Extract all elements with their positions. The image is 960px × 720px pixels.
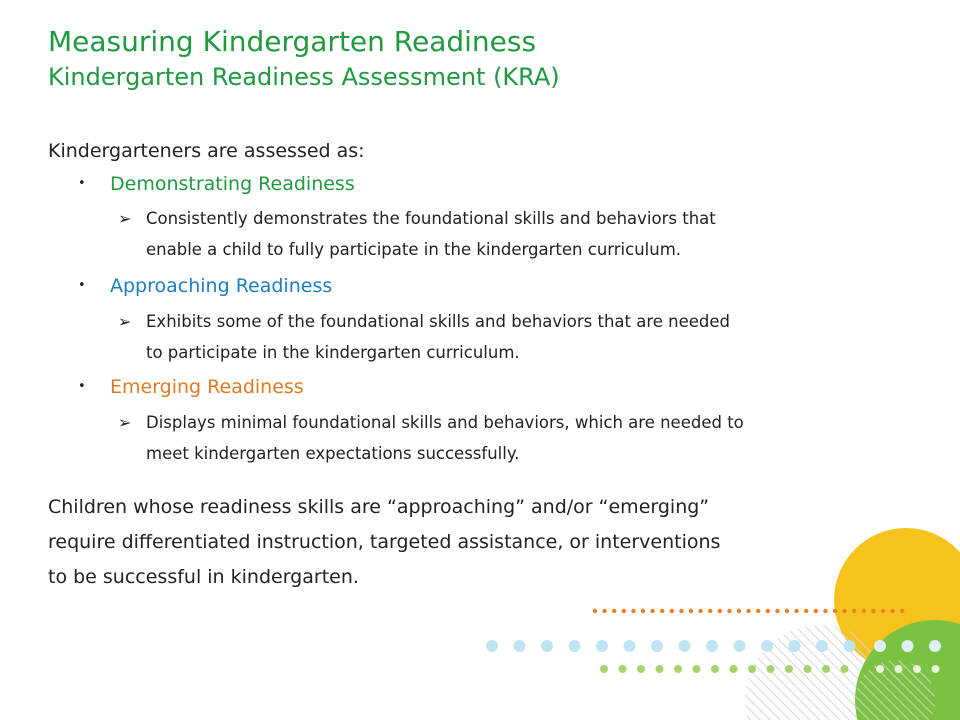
orange-dot xyxy=(593,609,597,613)
category-demonstrating: Demonstrating Readiness xyxy=(110,173,355,195)
orange-dot xyxy=(727,609,731,613)
orange-dot xyxy=(660,609,664,613)
green-dot xyxy=(711,665,719,673)
blue-dot xyxy=(844,640,856,652)
orange-dot xyxy=(823,609,827,613)
blue-dot xyxy=(651,640,663,652)
orange-dot xyxy=(698,609,702,613)
orange-dot xyxy=(814,609,818,613)
green-dot xyxy=(656,665,664,673)
blue-dot xyxy=(514,640,526,652)
green-dot xyxy=(693,665,701,673)
description-line: meet kindergarten expectations successfully. xyxy=(146,444,520,463)
orange-dot xyxy=(631,609,635,613)
slide-title: Measuring Kindergarten Readiness xyxy=(48,25,537,58)
green-dot xyxy=(785,665,793,673)
intro-text: Kindergarteners are assessed as: xyxy=(48,140,365,162)
orange-dot xyxy=(718,609,722,613)
green-dot xyxy=(841,665,849,673)
green-dot xyxy=(804,665,812,673)
blue-dot xyxy=(761,640,773,652)
orange-dot xyxy=(650,609,654,613)
arrow-bullet-icon: ➢ xyxy=(118,209,132,228)
green-dot xyxy=(767,665,775,673)
orange-dot xyxy=(775,609,779,613)
orange-dot xyxy=(622,609,626,613)
green-dot xyxy=(932,665,940,673)
green-dot xyxy=(895,665,903,673)
orange-dot xyxy=(766,609,770,613)
blue-dot xyxy=(902,640,914,652)
orange-dot xyxy=(612,609,616,613)
blue-dot xyxy=(816,640,828,652)
category-approaching: Approaching Readiness xyxy=(110,275,333,297)
description-line: Consistently demonstrates the foundational skills and behaviors that xyxy=(146,209,716,228)
orange-dot xyxy=(708,609,712,613)
description-line: to participate in the kindergarten curriculum. xyxy=(146,343,520,362)
closing-paragraph xyxy=(48,490,908,595)
closing-line: Children whose readiness skills are “approaching” and/or “emerging” xyxy=(48,496,710,518)
orange-dot xyxy=(641,609,645,613)
green-dot xyxy=(730,665,738,673)
category-description xyxy=(146,203,936,265)
blue-dot xyxy=(734,640,746,652)
category-description xyxy=(146,407,936,469)
orange-dot xyxy=(890,609,894,613)
blue-dot xyxy=(569,640,581,652)
blue-dot xyxy=(596,640,608,652)
orange-dot xyxy=(756,609,760,613)
orange-dot xyxy=(737,609,741,613)
bullet-icon: • xyxy=(78,278,86,293)
green-dot xyxy=(876,665,884,673)
orange-dot xyxy=(746,609,750,613)
orange-dot xyxy=(881,609,885,613)
green-dot xyxy=(619,665,627,673)
description-line: Displays minimal foundational skills and behaviors, which are needed to xyxy=(146,413,744,432)
blue-dot xyxy=(706,640,718,652)
orange-dot xyxy=(842,609,846,613)
green-dot xyxy=(913,665,921,673)
orange-dot xyxy=(689,609,693,613)
bullet-icon: • xyxy=(78,379,86,394)
closing-line: to be successful in kindergarten. xyxy=(48,566,359,588)
orange-dot xyxy=(804,609,808,613)
bullet-icon: • xyxy=(78,176,86,191)
arrow-bullet-icon: ➢ xyxy=(118,413,132,432)
blue-dot xyxy=(789,640,801,652)
blue-dot xyxy=(929,640,941,652)
category-emerging: Emerging Readiness xyxy=(110,376,304,398)
closing-line: require differentiated instruction, targeted assistance, or interventions xyxy=(48,531,721,553)
category-description xyxy=(146,306,936,368)
description-line: enable a child to fully participate in the kindergarten curriculum. xyxy=(146,240,682,259)
blue-dot xyxy=(874,640,886,652)
orange-dot xyxy=(900,609,904,613)
slide-subtitle: Kindergarten Readiness Assessment (KRA) xyxy=(48,63,560,91)
blue-dot xyxy=(541,640,553,652)
orange-dot xyxy=(862,609,866,613)
orange-dot xyxy=(602,609,606,613)
green-dot xyxy=(822,665,830,673)
orange-dot xyxy=(852,609,856,613)
description-line: Exhibits some of the foundational skills and behaviors that are needed xyxy=(146,312,731,331)
orange-dot xyxy=(679,609,683,613)
blue-dot xyxy=(486,640,498,652)
green-dot xyxy=(674,665,682,673)
green-dot xyxy=(600,665,608,673)
green-dot xyxy=(637,665,645,673)
green-dot xyxy=(748,665,756,673)
blue-dot xyxy=(624,640,636,652)
arrow-bullet-icon: ➢ xyxy=(118,312,132,331)
orange-dot xyxy=(794,609,798,613)
orange-dot xyxy=(670,609,674,613)
orange-dot xyxy=(833,609,837,613)
orange-dot xyxy=(871,609,875,613)
blue-dot xyxy=(679,640,691,652)
orange-dot xyxy=(785,609,789,613)
